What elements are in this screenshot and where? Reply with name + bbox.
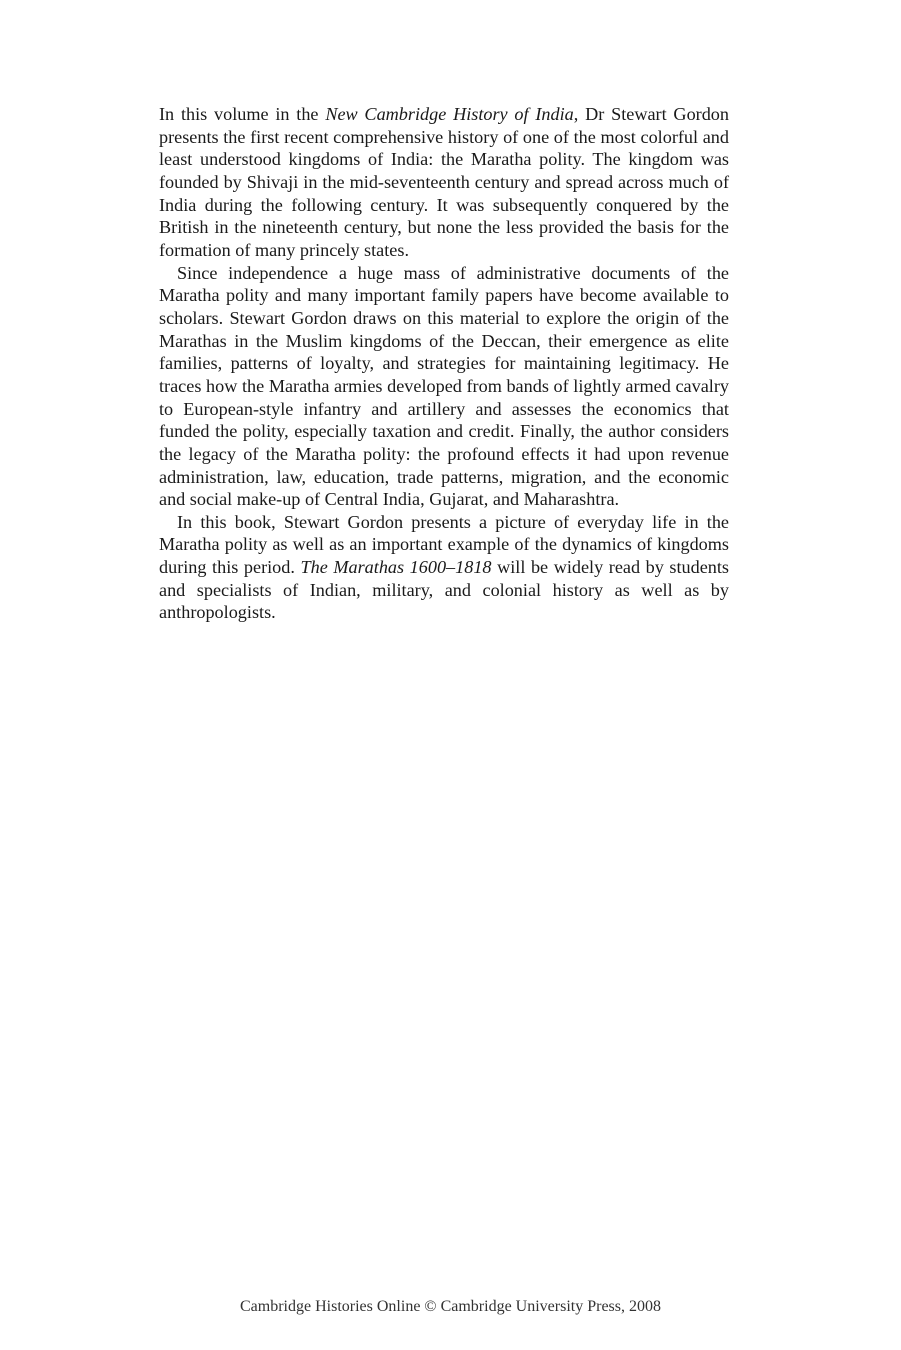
blurb-paragraph-3 xyxy=(159,511,729,624)
book-title: The Marathas 1600–1818 xyxy=(300,557,492,578)
paragraph-1-intro: In this volume in the xyxy=(159,104,326,124)
paragraph-3-body: will be widely read by students and specialists of Indian, military, and colonial history as well as by anthropologists. xyxy=(159,557,730,623)
paragraph-3-intro: In this book, Stewart Gordon presents a picture of everyday life in the Maratha polity as well as an important example of the dynamics of kingdoms during this period. xyxy=(159,511,729,578)
paragraph-1-body: , Dr Stewart Gordon presents the first recent comprehensive history of one of the most colorful and least understood kingdoms of India: the Maratha polity. The kingdom was founded by Shivaji in the mid-seventeenth century and spread across much of India during the following century. It was subsequently conquered by the British in the nineteenth century, but none the less provided the basis for the formation of many princely states. xyxy=(159,104,729,260)
copyright-footer: Cambridge Histories Online © Cambridge University Press, 2008 xyxy=(240,1298,661,1315)
blurb-paragraph-1 xyxy=(159,103,729,262)
blurb-text xyxy=(159,103,729,624)
series-title: New Cambridge History of India xyxy=(325,104,574,124)
blurb-paragraph-2: Since independence a huge mass of administrative documents of the Maratha polity and many important family papers have become available to scholars. Stewart Gordon draws on this material to explore the origin of the Marathas in the Muslim kingdoms of the Deccan, their emergence as elite families, patterns of loyalty, and strategies for maintaining legitimacy. He traces how the Maratha armies developed from bands of lightly armed cavalry to European-style infantry and artillery and assesses the economics that funded the polity, especially taxation and credit. Finally, the author considers the legacy of the Maratha polity: the profound effects it had upon revenue administration, law, education, trade patterns, migration, and the economic and social make-up of Central India, Gujarat, and Maharashtra. xyxy=(159,262,729,510)
